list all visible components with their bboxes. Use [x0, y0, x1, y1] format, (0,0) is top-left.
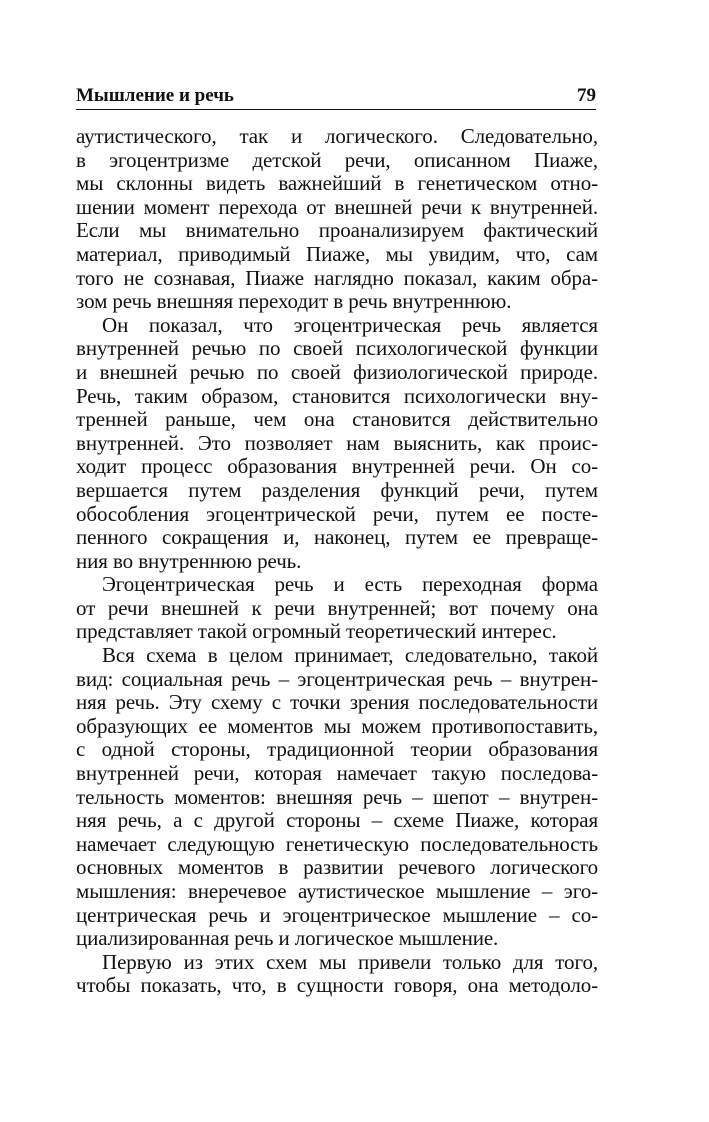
text-line: ния во внутреннюю речь. — [76, 548, 302, 573]
text-line: внутренней речи, которая намечает такую последова- — [76, 761, 598, 786]
text-line: того не сознавая, Пиаже наглядно показал, каким обра- — [76, 265, 598, 290]
text-line: мы склонны видеть важнейший в генетическом отно- — [76, 171, 598, 196]
text-line: тельность моментов: внешняя речь – шепот – внутрен- — [76, 784, 598, 809]
text-line: няя речь, а с другой стороны – схеме Пиаже, которая — [76, 808, 598, 833]
text-line: Первую из этих схем мы привели только для того, — [102, 949, 598, 974]
text-line: от речи внешней к речи внутренней; вот почему она — [76, 595, 598, 620]
text-line: зом речь внешняя переходит в речь внутреннюю. — [76, 289, 512, 314]
text-line: внутренней. Это позволяет нам выяснить, как проис- — [76, 430, 598, 455]
text-line: тренней раньше, чем она становится действительно — [76, 407, 598, 432]
text-line: вершается путем разделения функций речи, путем — [76, 477, 598, 502]
text-line: материал, приводимый Пиаже, мы увидим, что, сам — [76, 241, 598, 266]
text-line: представляет такой огромный теоретический интерес. — [76, 619, 557, 644]
text-line: основных моментов в развитии речевого логического — [76, 855, 598, 880]
text-line: мышления: внеречевое аутистическое мышление – эго- — [76, 879, 598, 903]
text-line: Эгоцентрическая речь и есть переходная форма — [102, 572, 598, 597]
text-line: с одной стороны, традиционной теории образования — [76, 737, 598, 762]
text-line: Вся схема в целом принимает, следовательно, такой — [102, 643, 598, 668]
text-line: Если мы внимательно проанализируем фактический — [76, 218, 598, 243]
text-line: и внешней речью по своей физиологической природе. — [76, 359, 598, 384]
text-line: Он показал, что эгоцентрическая речь является — [102, 312, 598, 337]
text-line: намечает следующую генетическую последовательность — [76, 831, 598, 856]
text-line: ходит процесс образования внутренней речи. Он со- — [76, 454, 598, 479]
text-line: вид: социальная речь – эгоцентрическая речь – внутрен- — [76, 666, 598, 691]
header-rule — [76, 109, 596, 110]
running-head — [76, 84, 596, 108]
text-line: пенного сокращения и, наконец, путем ее превраще- — [76, 525, 598, 550]
text-line: аутистического, так и логического. Следовательно, — [76, 124, 598, 148]
body-text — [76, 125, 598, 998]
text-line: шении момент перехода от внешней речи к внутренней. — [76, 194, 598, 219]
text-line: обособления эгоцентрической речи, путем ее посте- — [76, 501, 598, 526]
text-line: в эгоцентризме детской речи, описанном Пиаже, — [76, 147, 598, 172]
text-line: няя речь. Эту схему с точки зрения последовательности — [76, 690, 598, 715]
text-line: внутренней речью по своей психологической функции — [76, 336, 598, 361]
text-line: центрическая речь и эгоцентрическое мышление – со- — [76, 902, 598, 927]
text-line: циализированная речь и логическое мышление. — [76, 926, 499, 951]
text-line: образующих ее моментов мы можем противопоставить, — [76, 713, 598, 738]
text-line: чтобы показать, что, в сущности говоря, она методоло- — [76, 973, 598, 998]
running-head-title: Мышление и речь — [76, 85, 234, 106]
page-number: 79 — [577, 85, 596, 106]
text-line: Речь, таким образом, становится психологически вну- — [76, 383, 598, 408]
